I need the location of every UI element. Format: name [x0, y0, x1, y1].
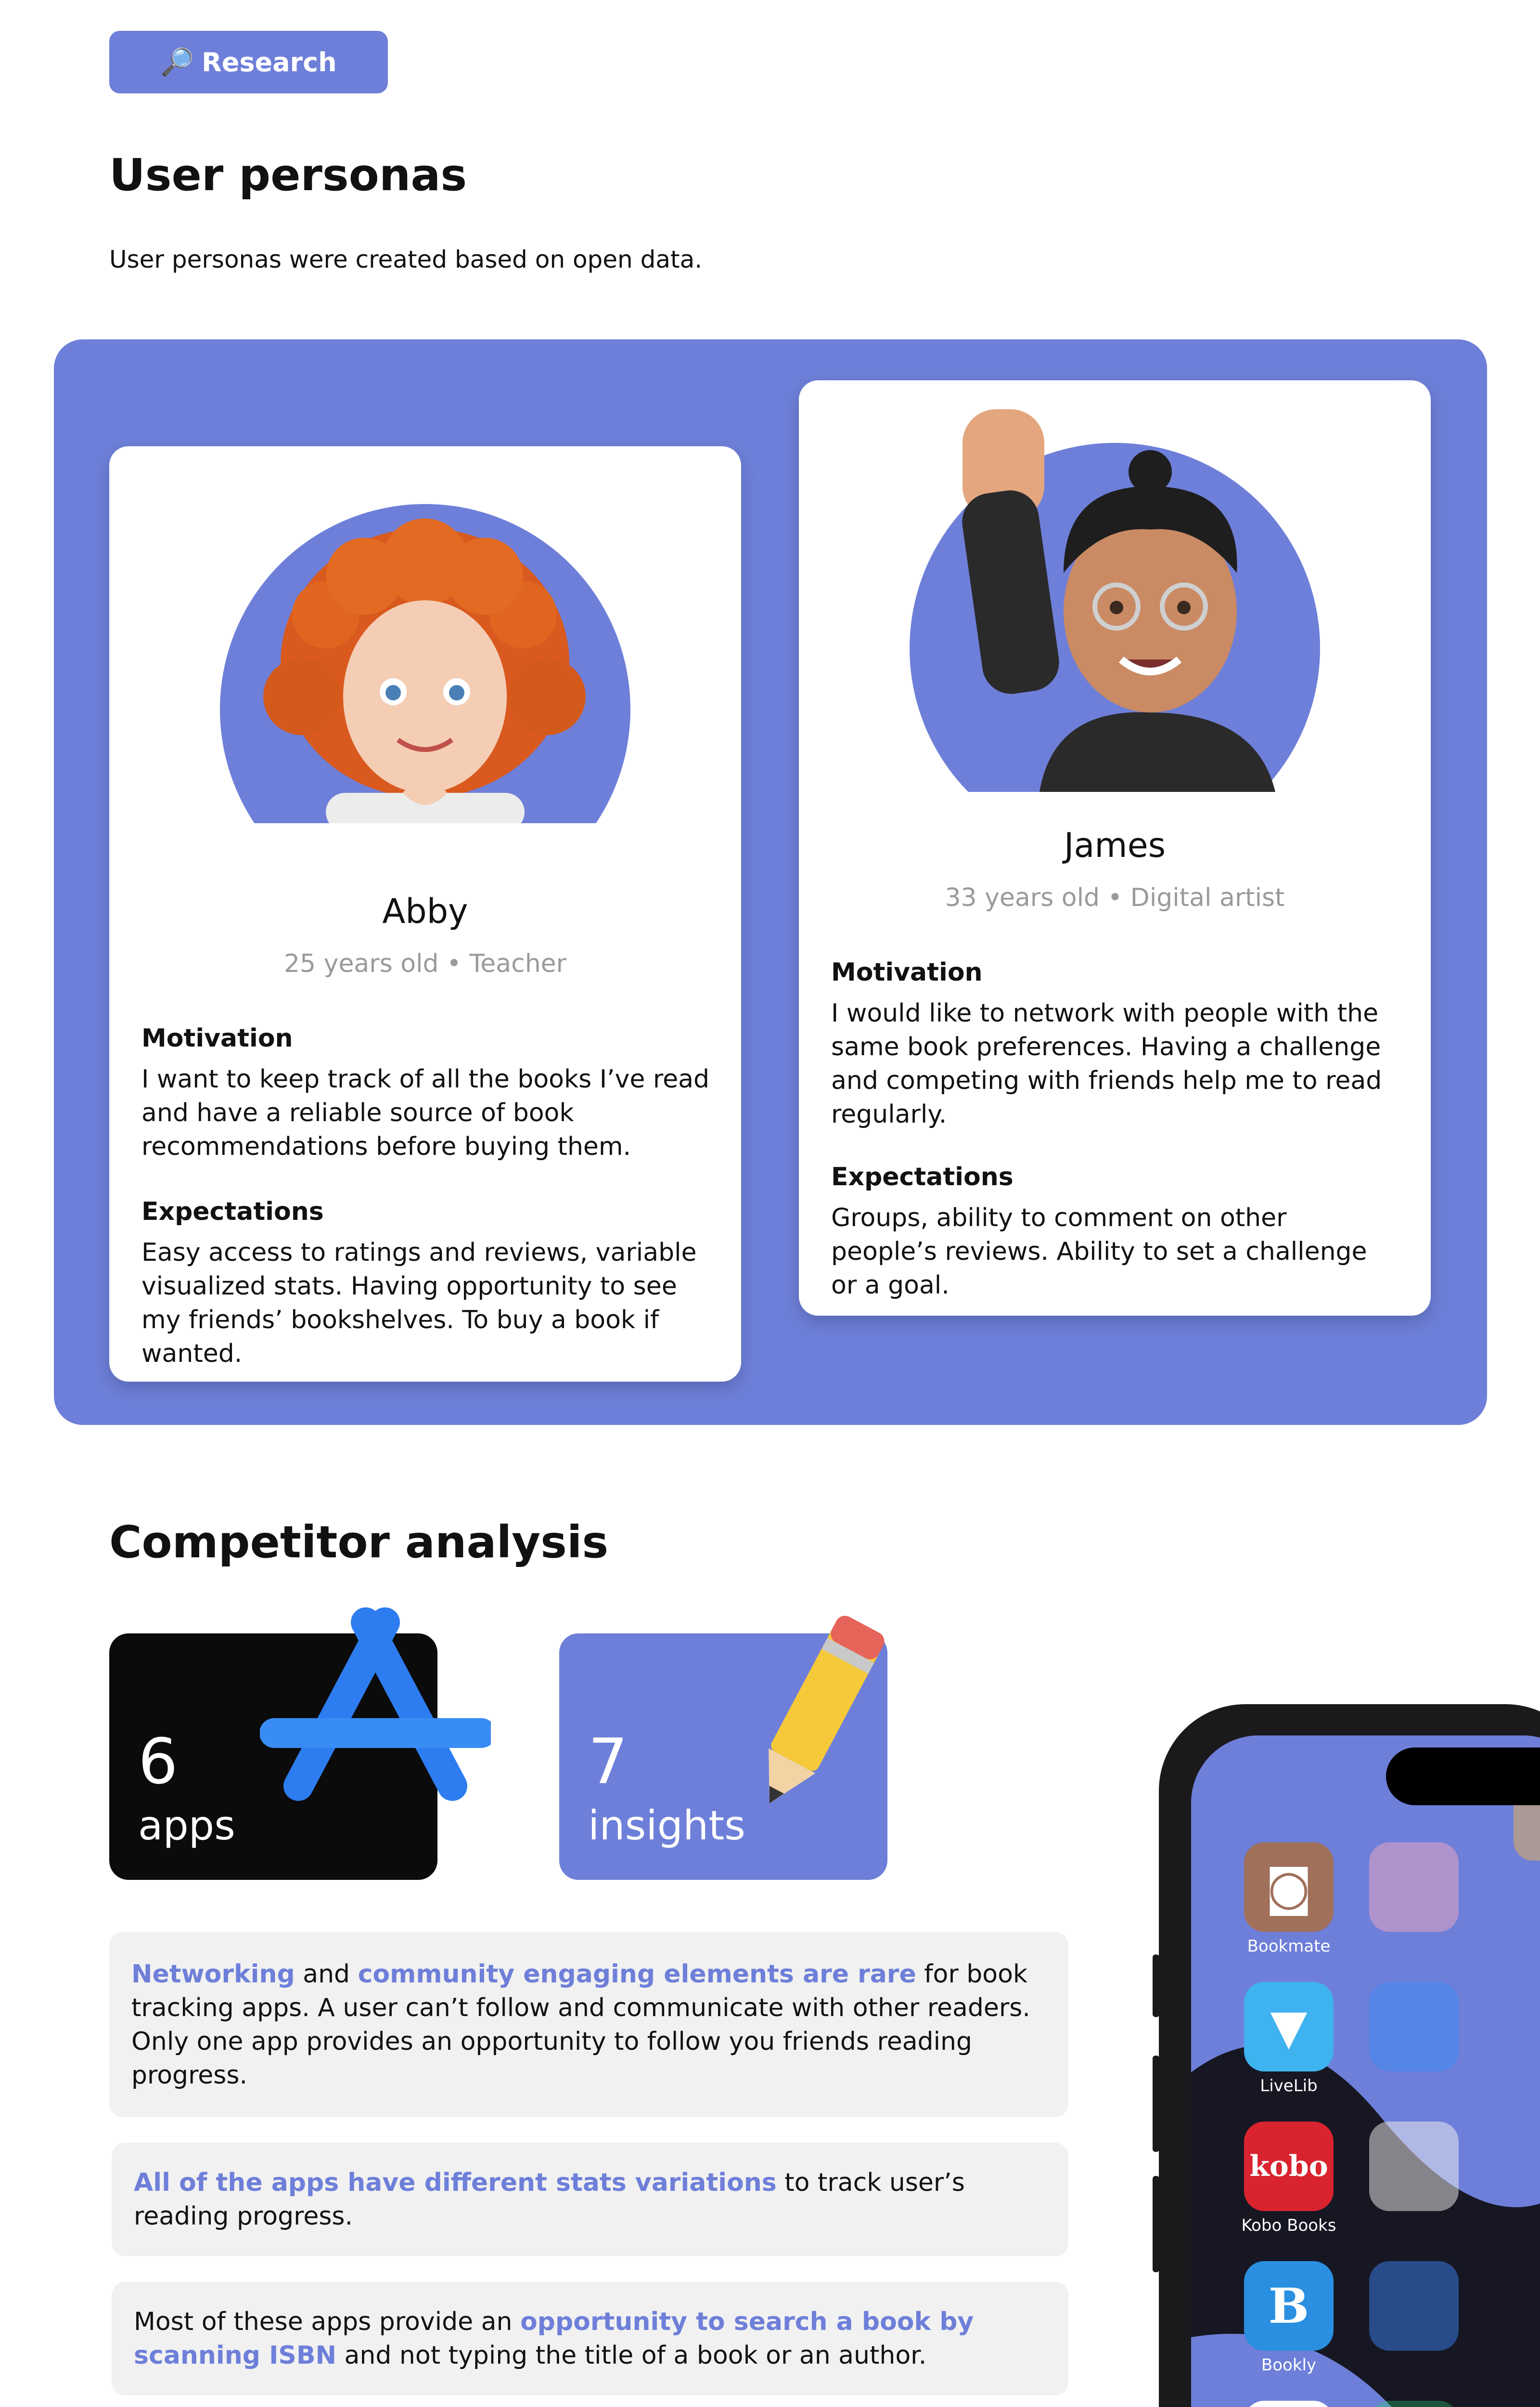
app-label: Kobo Books	[1241, 2216, 1336, 2235]
insight-highlight: Networking	[131, 1959, 295, 1989]
insight-highlight: opportunity to search a book by scanning ISBN	[134, 2307, 974, 2370]
dynamic-island	[1386, 1747, 1540, 1805]
insight-text	[134, 2305, 1046, 2372]
insight-run: Most of these apps provide an	[134, 2307, 520, 2336]
persona-name: James	[1064, 826, 1166, 865]
blurred-app-icon	[1369, 2122, 1459, 2211]
stat-number: 6	[138, 1725, 178, 1798]
blurred-app-icon	[1369, 2401, 1459, 2407]
app-icon-booksloth[interactable]	[1244, 2401, 1334, 2407]
persona-card-james	[799, 380, 1431, 1316]
app-store-icon	[260, 1603, 491, 1829]
research-tag	[109, 31, 388, 93]
expectations-text: Easy access to ratings and reviews, variable visualized stats. Having opportunity to see my friends’ bookshelves. To buy a book if wanted.	[141, 1238, 697, 1368]
app-label: Bookly	[1261, 2355, 1317, 2375]
persona-role: Digital artist	[1130, 883, 1285, 912]
app-icon-livelib[interactable]: ▼	[1244, 1982, 1334, 2071]
personas-title: User personas	[109, 149, 467, 201]
stat-number: 7	[588, 1725, 628, 1798]
insight-run: for book tracking apps. A user can’t follow and communicate with other readers. Only one app provides an opportunity to follow you friends reading progress.	[131, 1959, 1030, 2090]
phone-side-button	[1153, 2176, 1159, 2272]
app-icon-bookmate[interactable]: ◙	[1244, 1842, 1334, 1932]
insight-text	[131, 1957, 1046, 2092]
phone-side-button	[1153, 1954, 1159, 2017]
stat-label: insights	[588, 1802, 745, 1849]
insight-highlight: community engaging elements are rare	[358, 1959, 916, 1989]
wallpaper-blob	[1191, 1735, 1540, 2407]
app-icon-kobo-books[interactable]: kobo	[1244, 2122, 1334, 2211]
stat-label: apps	[138, 1802, 235, 1849]
insight-card	[112, 2143, 1068, 2256]
motivation-heading: Motivation	[141, 1024, 293, 1053]
persona-card-abby	[109, 446, 741, 1382]
avatar-girl-icon	[220, 504, 630, 823]
insight-card	[112, 2282, 1068, 2395]
pencil-icon	[727, 1603, 905, 1829]
app-icon-bookly[interactable]: B	[1244, 2261, 1334, 2351]
motivation-text: I would like to network with people with the same book preferences. Having a challenge and competing with friends help me to read regularly.	[831, 999, 1382, 1129]
persona-age: 25 years old	[283, 949, 439, 978]
insight-card	[109, 1932, 1068, 2117]
competitor-title: Competitor analysis	[109, 1516, 609, 1568]
insight-run: to track user’s reading progress.	[134, 2168, 965, 2231]
research-tag-label: Research	[202, 47, 337, 78]
blurred-app-icon	[1369, 1982, 1459, 2071]
persona-avatar-james	[910, 380, 1320, 792]
app-label: LiveLib	[1260, 2076, 1318, 2096]
persona-meta	[799, 883, 1431, 912]
blurred-app-icon	[1369, 2261, 1459, 2351]
insight-text	[134, 2166, 1046, 2233]
persona-name: Abby	[382, 892, 468, 931]
blurred-app-icon	[1369, 1842, 1459, 1932]
separator-dot: •	[1107, 883, 1123, 912]
avatar-man-waving-icon	[910, 380, 1320, 792]
insight-highlight: All of the apps have different stats variations	[134, 2168, 777, 2197]
separator-dot: •	[447, 949, 462, 978]
persona-avatar-abby	[220, 504, 630, 823]
motivation-text: I want to keep track of all the books I’ve read and have a reliable source of book recommendations before buying them.	[141, 1065, 709, 1161]
app-label: Bookmate	[1247, 1937, 1331, 1956]
expectations-text: Groups, ability to comment on other people’s reviews. Ability to set a challenge or a goal.	[831, 1204, 1367, 1300]
phone-screen	[1191, 1735, 1540, 2407]
persona-age: 33 years old	[945, 883, 1100, 912]
insight-run: and	[295, 1959, 358, 1989]
persona-meta	[109, 949, 741, 978]
personas-subtitle: User personas were created based on open data.	[109, 246, 703, 273]
magnifier-icon: 🔎	[160, 47, 194, 78]
phone-side-button	[1153, 2056, 1159, 2152]
motivation-heading: Motivation	[831, 958, 983, 987]
expectations-heading: Expectations	[141, 1197, 324, 1226]
expectations-heading: Expectations	[831, 1163, 1014, 1191]
insight-run: and not typing the title of a book or an author.	[336, 2341, 927, 2370]
persona-role: Teacher	[469, 949, 567, 978]
